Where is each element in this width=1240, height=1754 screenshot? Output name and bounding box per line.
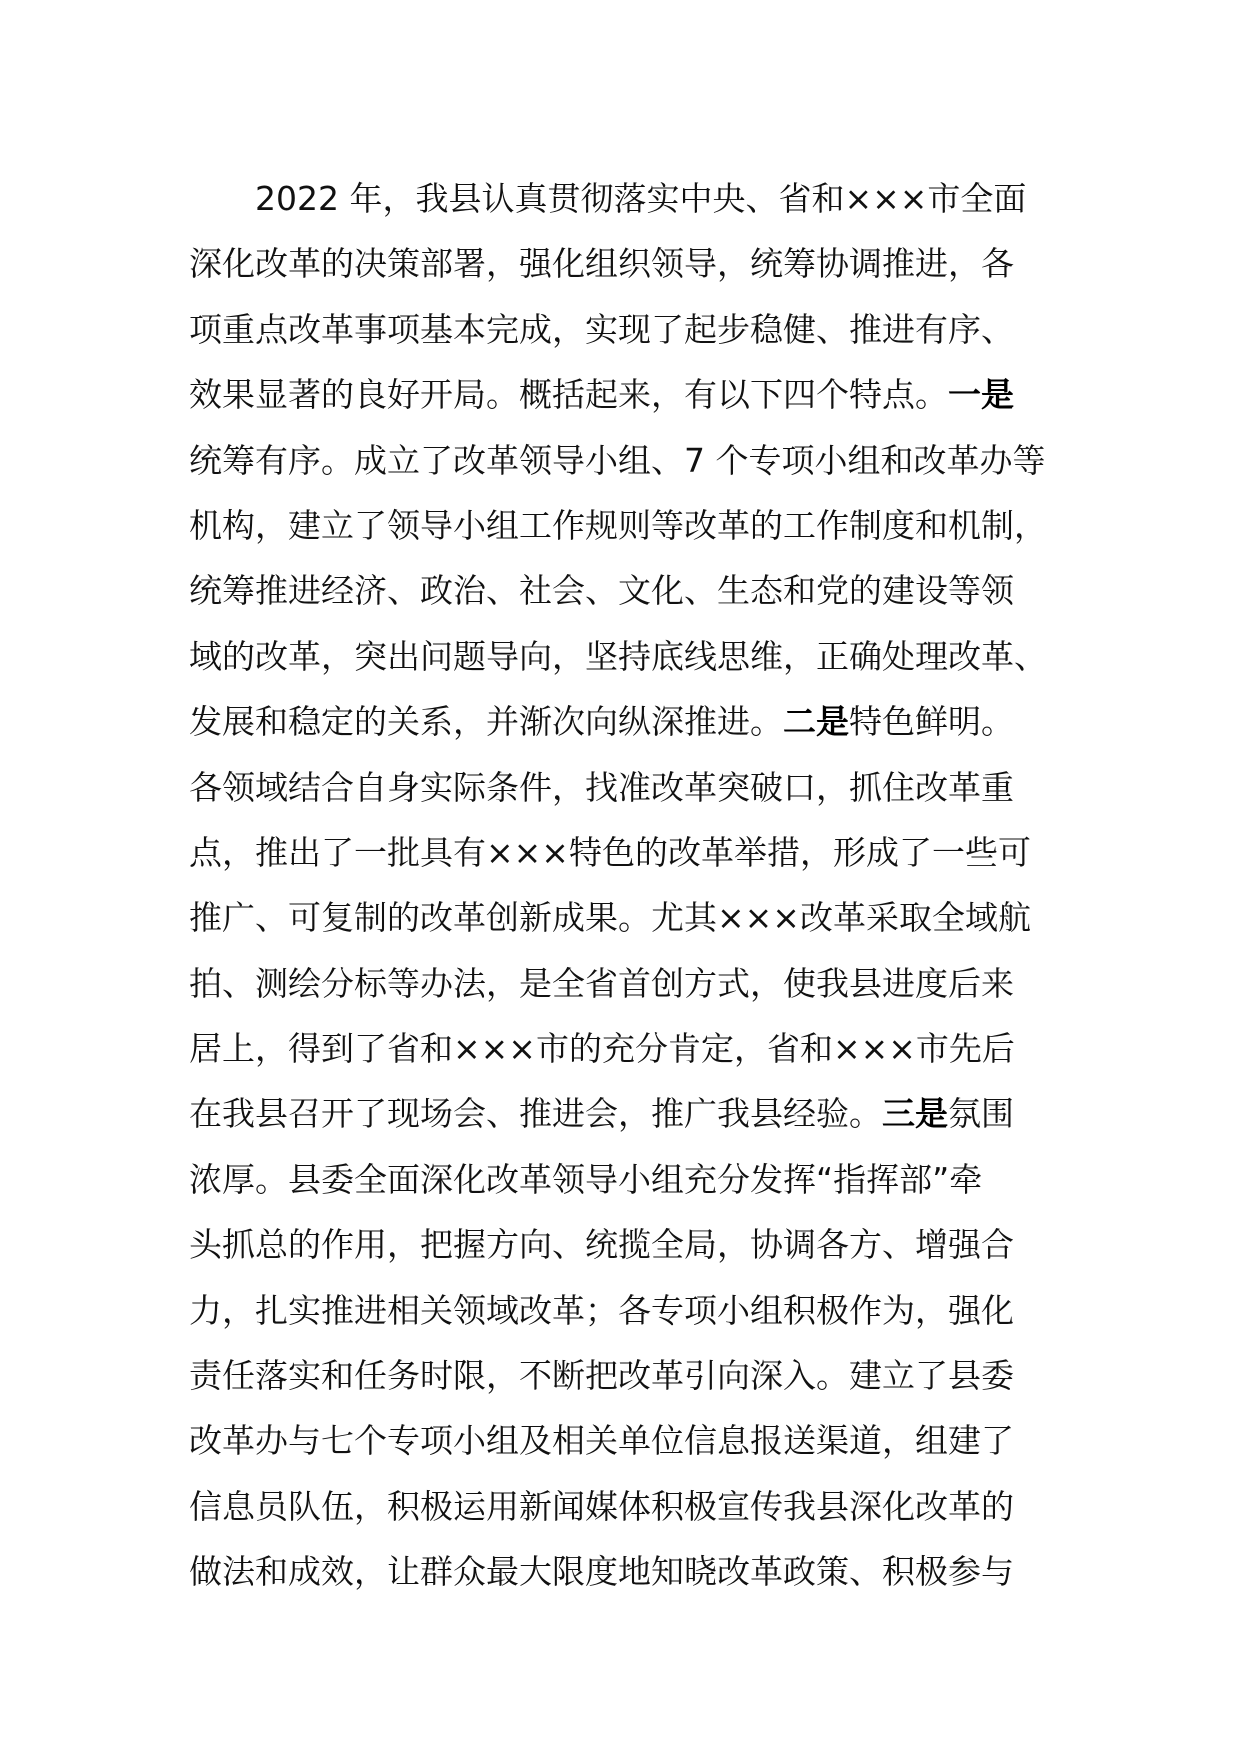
text-segment: 头抓总的作用，把握方向、统揽全局，协调各方、增强合 — [189, 1225, 1014, 1265]
text-segment: 浓厚。县委全面深化改革领导小组充分发挥“指挥部”牵 — [189, 1159, 983, 1199]
text-line — [189, 1212, 1069, 1277]
text-line — [189, 1147, 1069, 1212]
text-line — [189, 1343, 1069, 1408]
text-segment: 责任落实和任务时限，不断把改革引向深入。建立了县委 — [189, 1356, 1014, 1396]
text-line — [189, 755, 1069, 820]
text-segment: 机构，建立了领导小组工作规则等改革的工作制度和机制， — [189, 505, 1047, 545]
text-line — [189, 624, 1069, 689]
text-line — [189, 166, 1069, 231]
text-segment: 项重点改革事项基本完成，实现了起步稳健、推进有序、 — [189, 309, 1014, 349]
text-segment: 在我县召开了现场会、推进会，推广我县经验。 — [189, 1094, 882, 1134]
body-paragraph — [189, 166, 1069, 1605]
text-segment: 推广、可复制的改革创新成果。尤其×××改革采取全域航 — [189, 898, 1031, 938]
text-segment: 信息员队伍，积极运用新闻媒体积极宣传我县深化改革的 — [189, 1486, 1014, 1526]
bold-keyword: 二是 — [783, 702, 849, 742]
text-segment: 发展和稳定的关系，并渐次向纵深推进。 — [189, 702, 783, 742]
text-line — [189, 1408, 1069, 1473]
text-segment: 居上，得到了省和×××市的充分肯定，省和×××市先后 — [189, 1029, 1015, 1069]
text-segment: 各领域结合自身实际条件，找准改革突破口，抓住改革重 — [189, 767, 1014, 807]
text-segment: 统筹有序。成立了改革领导小组、7 个专项小组和改革办等 — [189, 440, 1046, 480]
bold-keyword: 一是 — [948, 375, 1014, 415]
text-line — [189, 1278, 1069, 1343]
text-line — [189, 1016, 1069, 1081]
text-segment: 特色鲜明。 — [849, 702, 1014, 742]
text-segment: 氛围 — [948, 1094, 1014, 1134]
text-segment: 深化改革的决策部署，强化组织领导，统筹协调推进，各 — [189, 244, 1014, 284]
text-segment: 做法和成效，让群众最大限度地知晓改革政策、积极参与 — [189, 1552, 1014, 1592]
text-line — [189, 297, 1069, 362]
text-line — [189, 231, 1069, 296]
text-segment: 2022 年，我县认真贯彻落实中央、省和×××市全面 — [255, 179, 1027, 218]
text-line — [189, 362, 1069, 427]
text-segment: 点，推出了一批具有×××特色的改革举措，形成了一些可 — [189, 832, 1031, 872]
text-line — [189, 951, 1069, 1016]
text-line — [189, 1474, 1069, 1539]
text-segment: 域的改革，突出问题导向，坚持底线思维，正确处理改革、 — [189, 636, 1047, 676]
text-line — [189, 1081, 1069, 1146]
text-line — [189, 820, 1069, 885]
text-line — [189, 558, 1069, 623]
text-line — [189, 885, 1069, 950]
text-segment: 拍、测绘分标等办法，是全省首创方式，使我县进度后来 — [189, 963, 1014, 1003]
text-line — [189, 689, 1069, 754]
text-line — [189, 493, 1069, 558]
text-segment: 改革办与七个专项小组及相关单位信息报送渠道，组建了 — [189, 1421, 1014, 1461]
text-segment: 力，扎实推进相关领域改革；各专项小组积极作为，强化 — [189, 1290, 1014, 1330]
text-segment: 效果显著的良好开局。概括起来，有以下四个特点。 — [189, 375, 948, 415]
bold-keyword: 三是 — [882, 1094, 948, 1134]
text-segment: 统筹推进经济、政治、社会、文化、生态和党的建设等领 — [189, 571, 1014, 611]
text-line — [189, 1539, 1069, 1604]
text-line — [189, 428, 1069, 493]
